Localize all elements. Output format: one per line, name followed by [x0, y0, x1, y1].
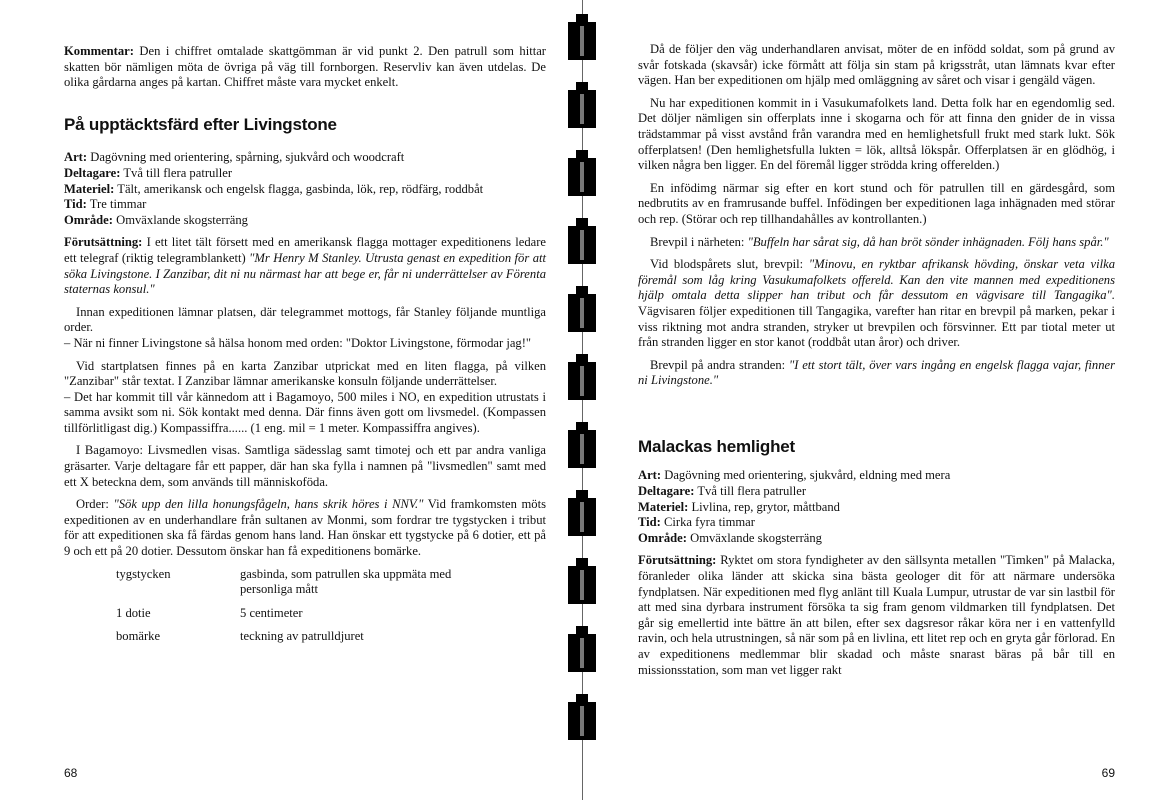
meta-tid: Tid: Cirka fyra timmar — [638, 515, 755, 530]
meta-materiel: Materiel: Livlina, rep, grytor, måttband — [638, 499, 840, 514]
binding-ring — [562, 498, 602, 536]
meta-omrade: Område: Omväxlande skogsterräng — [64, 212, 248, 227]
comment-paragraph: Kommentar: Den i chiffret omtalade skattgömman är vid punkt 2. Den patrull som hittar skatten bör nämligen möta de övriga på väg till fornborgen. Reservliv kan även utdelas. De olika gårdarna anges på kartan. Chiffret måste vara mycket enkelt. — [64, 44, 546, 90]
binding-ring — [562, 634, 602, 672]
meta-deltagare: Deltagare: Två till flera patruller — [64, 165, 233, 180]
binding-ring — [562, 226, 602, 264]
left-page — [0, 0, 568, 800]
meta-tid: Tid: Tre timmar — [64, 197, 147, 212]
binding-ring — [562, 22, 602, 60]
binding-ring — [562, 566, 602, 604]
meta-block-livingstone — [64, 150, 546, 228]
body-paragraph: – När ni finner Livingstone så hälsa honom med orden: "Doktor Livingstone, förmodar jag!" — [64, 335, 532, 350]
binding-ring — [562, 702, 602, 740]
body-paragraph: Brevpil i närheten: "Buffeln har sårat sig, då han bröt sönder inhägnaden. Följ hans spår." — [650, 234, 1109, 249]
binding-ring — [562, 158, 602, 196]
body-paragraph: Nu har expeditionen kommit in i Vasukumafolkets land. Detta folk har en egendomlig sed. Det döljer nämligen sin offerplats inne i skogarna och för att finna den gnider de in vissa trädstammar på visst avstånd från varandra med en hemlighetsfull frukt med stark lukt. Sök offerplatsen! (Den hemlighetsfulla lukten = lök, alltså lökspår. Offerplatsen är en glödhög, i vilken några ben ligger. En del föremål ligger strödda kring offerelden.) — [638, 95, 1115, 173]
body-paragraph: En infödimg närmar sig efter en kort stund och för patrullen till en gärdesgård, som nedbrutits av en framrusande buffel. Infödingen ber expeditionen laga inhägnaden med störar och rep. (Störar och rep tillhandahålles av kontrollanten.) — [638, 180, 1115, 226]
page-number-left: 68 — [64, 766, 78, 781]
order-paragraph: Order: "Sök upp den lilla honungsfågeln, hans skrik höres i NNV." Vid framkomsten möts expeditionen av en underhandlare från sultanen av Monmi, som fordrar tre tygstycken i tribut för att expeditionen ska få färdas genom hans land. Han önskar ett tygstycke på 6 dotier, ett på 9 och ett på 20 dotier. Dessutom önskar han få expeditionens bomärke. — [64, 497, 546, 559]
body-paragraph: Då de följer den väg underhandlaren anvisat, möter de en infödd soldat, som på grund av svår fotskada (skavsår) icke förmått att följa sin stam på krigsstråt, utan lämnats kvar efter vägen. Han ber expeditionen om hjälp med omläggning av såret och visar i gengäld vägen. — [638, 42, 1115, 88]
measure-table — [116, 567, 496, 653]
page-number-right: 69 — [1101, 766, 1115, 781]
binding-ring — [562, 430, 602, 468]
body-paragraph: Vid blodspårets slut, brevpil: "Minovu, en ryktbar afrikansk hövding, önskar veta vilka föremål som låg kring Vasukumafolkets offereld. Kan den vite mannen med expeditionens hjälp omtala detta slipper han tribut och får dessutom en vägvisare till Tangagika". Vägvisaren följer expeditionen till Tangagika, varefter han ritar en brevpil på marken, pekar i viss riktning mot andra stranden, stryker ut brevpilen och försvinner. Ett par tiotal meter ut från stranden ligger en stor kanot (roddbåt utan åror) och driver. — [638, 257, 1115, 350]
body-paragraph: Innan expeditionen lämnar platsen, där telegrammet mottogs, får Stanley följande muntliga order. — [64, 304, 546, 335]
body-paragraph: I Bagamoyo: Livsmedlen visas. Samtliga sädesslag samt timotej och ett par andra vanliga gräsarter. Varje deltagare får ett papper, där han ska fylla i namnen på "livsmedlen" samt med ett X beteckna dem, som används till människoföda. — [64, 443, 546, 489]
spiral-binding — [562, 0, 602, 800]
forutsattning-paragraph: Förutsättning: I ett litet tält försett med en amerikansk flagga mottager expeditionens ledare ett telegraf (riktig telegramblankett) "Mr Henry M Stanley. Utrusta genast en expedition för att söka Livingstone. I Zanzibar, dit ni nu närmast har att bege er, får ni underrättelser av Förenta staternas konsul." — [64, 235, 546, 297]
meta-materiel: Materiel: Tält, amerikansk och engelsk flagga, gasbinda, lök, rep, rödfärg, roddbåt — [64, 181, 484, 196]
meta-deltagare: Deltagare: Två till flera patruller — [638, 484, 807, 499]
meta-art: Art: Dagövning med orientering, spårning, sjukvård och woodcraft — [64, 150, 405, 165]
table-row: 1 dotie 5 centimeter — [116, 605, 303, 620]
forutsattning-paragraph: Förutsättning: Ryktet om stora fyndigheter av den sällsynta metallen "Timken" på Malacka, föranleder olika länder att skicka sina bästa geologer dit för att närmare undersöka fyndplatsen. När expeditionen med flyg anlänt till Kuala Lumpur, utrustar de var sin lastbil för att med sina dyrbara instrument försöka ta sig fram genom vildmarken till fyndplatsen. Det går sig emellertid inte bättre än att bilen, efter sex dagsresor råkar köra ner i en vattenfylld ravin, och hela utrustningen, så när som på en livlina, ett litet rep och en gryta går förlorad. En av expeditionens medlemmar blir skadad och måste snarast bäras på bår till en missionsstation, som man vet ligger rakt — [638, 553, 1115, 677]
right-page — [598, 0, 1165, 800]
body-paragraph: – Det har kommit till vår kännedom att i Bagamoyo, 500 miles i NO, en expedition utrustats i samma avsikt som ni. Sök kontakt med denna. Där finns även gott om livsmedel. (Kompassen tillförlitligast dig.) Kompassiffra...... (1 eng. mil = 1 meter. Kompassiffra angives). — [64, 389, 546, 435]
meta-omrade: Område: Omväxlande skogsterräng — [638, 530, 822, 545]
body-paragraph: Brevpil på andra stranden: "I ett stort tält, över vars ingång en engelsk flagga vajar, finner ni Livingstone." — [638, 357, 1115, 388]
binding-ring — [562, 294, 602, 332]
body-paragraph: Vid startplatsen finnes på en karta Zanzibar utprickat med en liten flagga, på vilken "Zanzibar" står textat. I Zanzibar lämnar amerikanske konsuln följande underrättelser. — [64, 358, 546, 389]
section-title-livingstone: På upptäcktsfärd efter Livingstone — [64, 114, 337, 134]
binding-ring — [562, 90, 602, 128]
binding-ring — [562, 362, 602, 400]
section-title-malacka: Malackas hemlighet — [638, 436, 796, 456]
meta-art: Art: Dagövning med orientering, sjukvård, eldning med mera — [638, 468, 951, 483]
table-row: tygstycken gasbinda, som patrullen ska uppmäta med personliga mått — [116, 566, 452, 597]
meta-block-malacka — [638, 468, 1115, 546]
table-row: bomärke teckning av patrulldjuret — [116, 629, 364, 644]
